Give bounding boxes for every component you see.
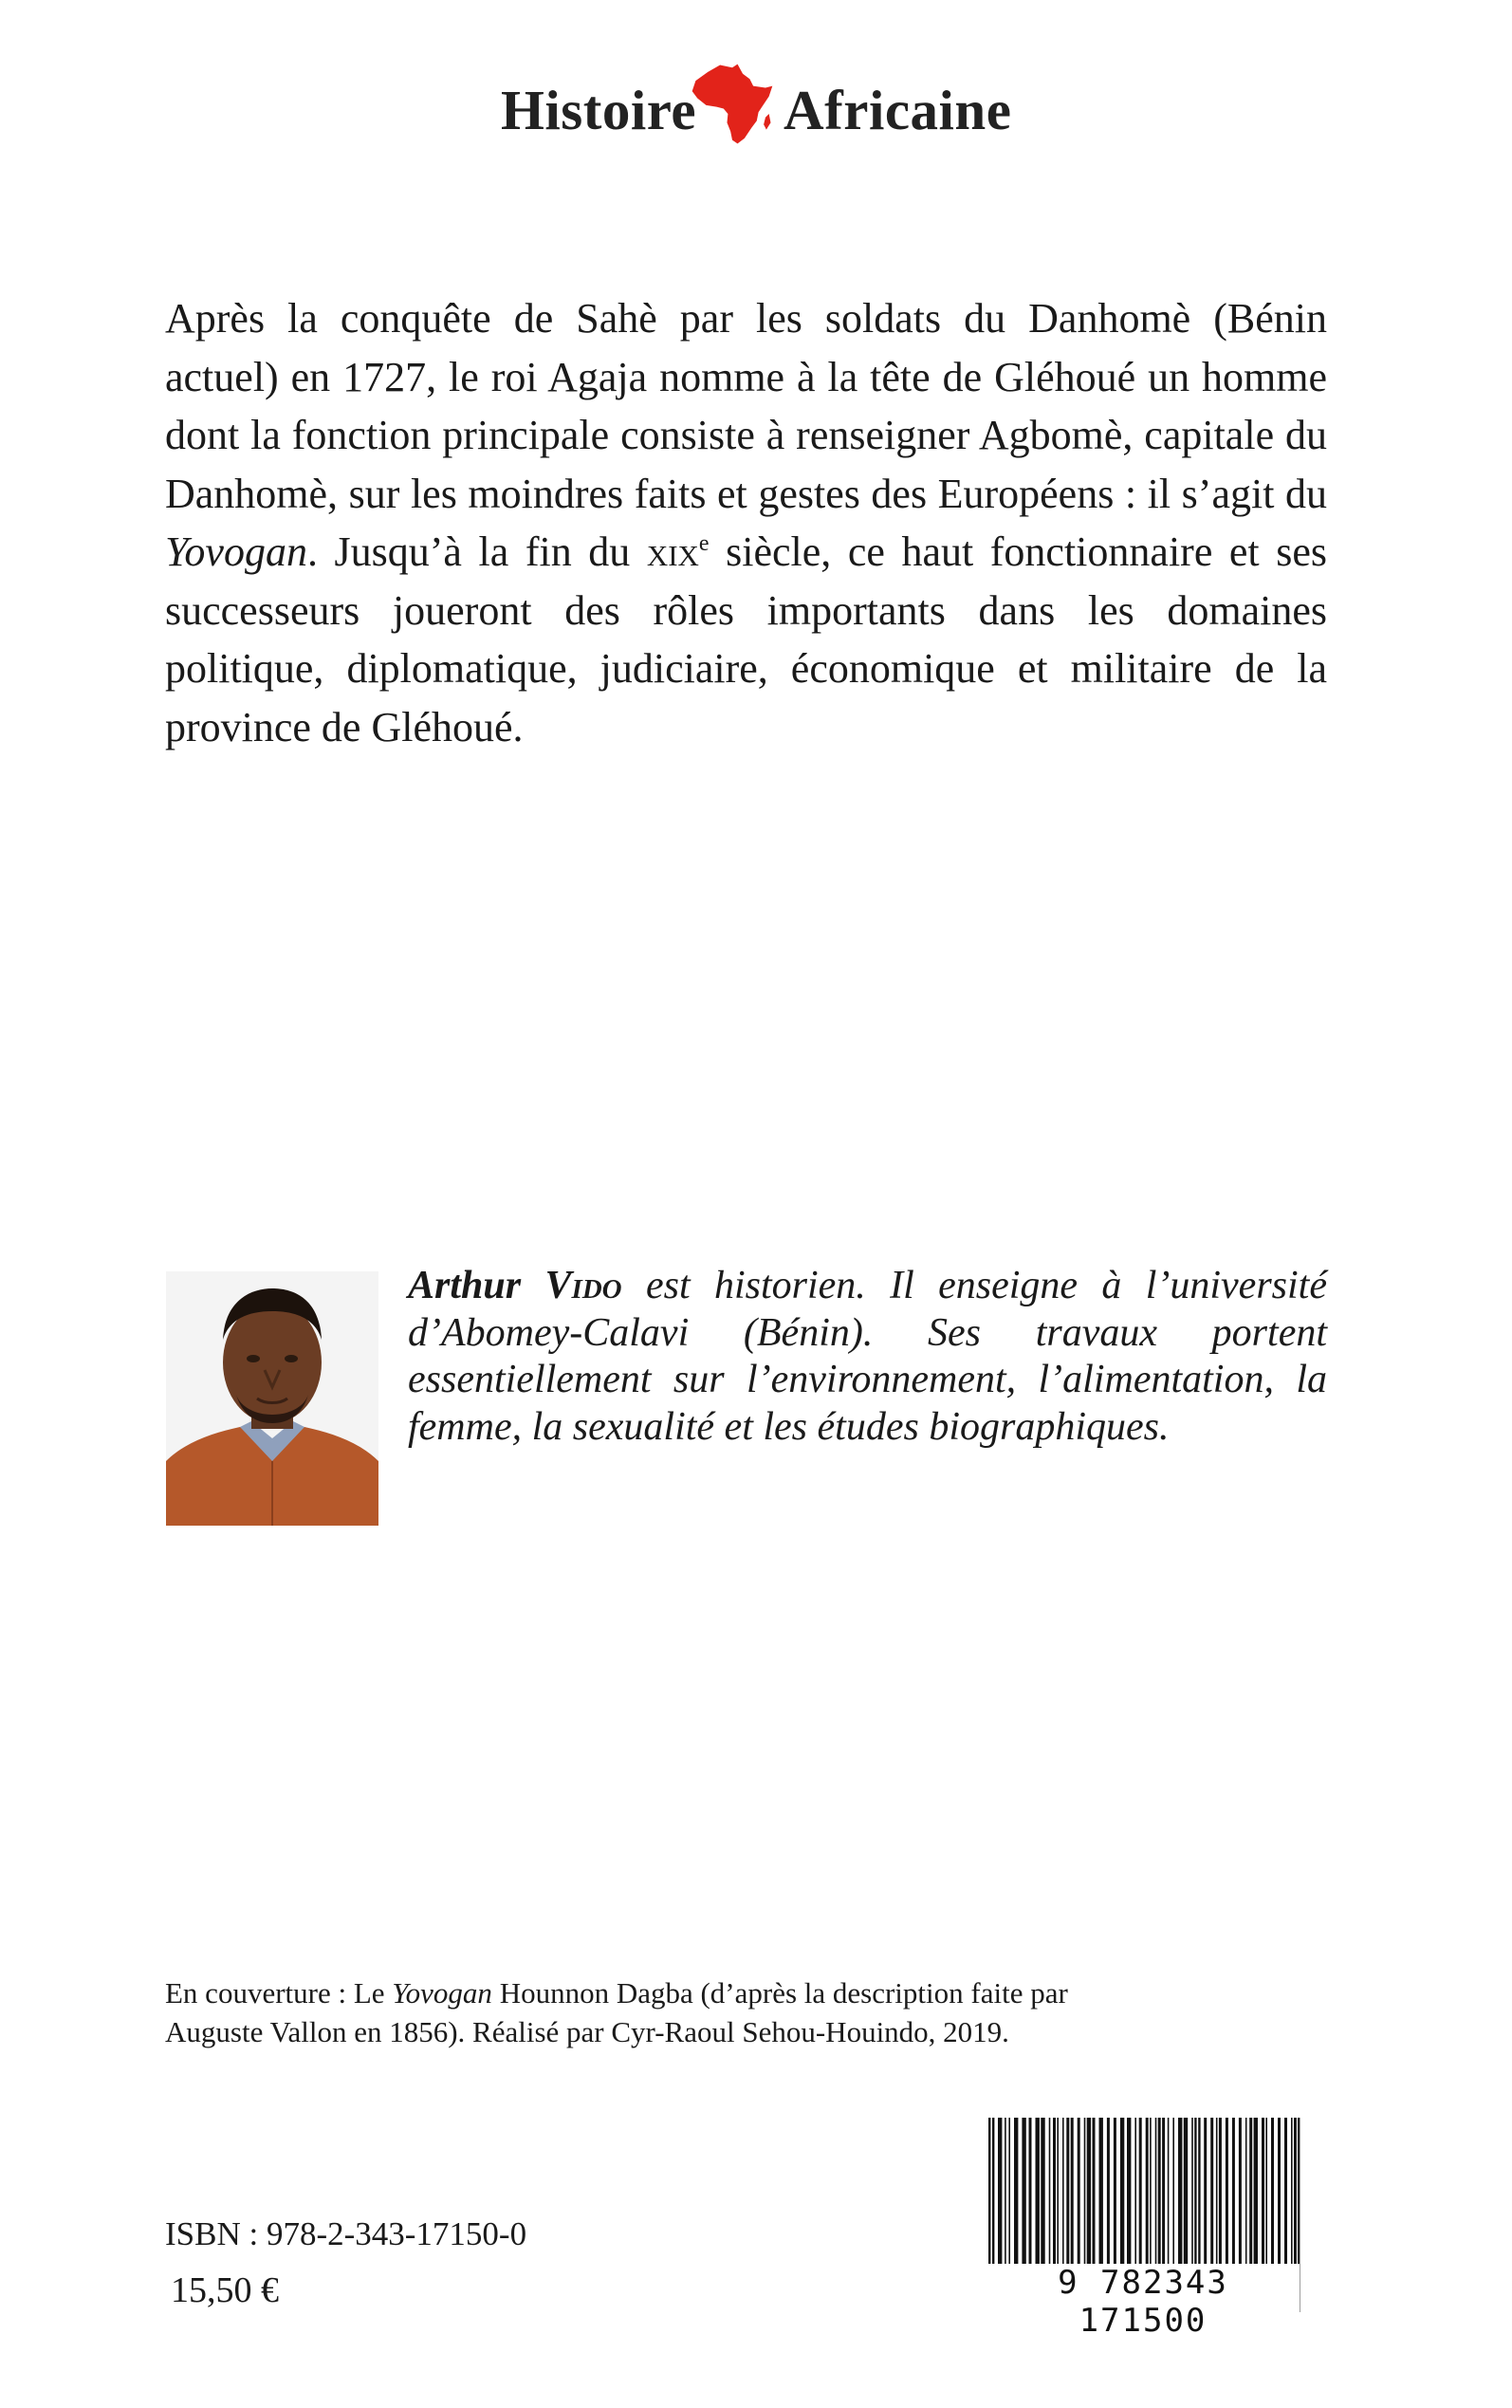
barcode-number: 9 782343 171500 <box>986 2264 1300 2340</box>
back-cover-summary <box>165 289 1327 756</box>
author-first-name: Arthur <box>408 1264 522 1307</box>
summary-text-1: Après la conquête de Sahè par les soldats du Danhomè (Bénin actuel) en 1727, le roi Agaja nomme à la tête de Gléhoué un homme dont la fonction principale consiste à renseigner Agbomè, capitale du Danhomè, sur les moindres faits et gestes des Européens : il s’agit du <box>165 295 1327 517</box>
author-photo <box>166 1271 378 1526</box>
summary-text-3: siècle, ce haut fonctionnaire et ses successeurs joueront des rôles importants dans les domaines politique, diplomatique, judiciaire, économique et militaire de la province de Gléhoué. <box>165 528 1327 750</box>
author-surname: Vido <box>544 1264 622 1307</box>
summary-century: xix <box>646 528 699 575</box>
cover-credits <box>165 1973 1114 2051</box>
series-title-left: Histoire <box>501 79 697 141</box>
credits-term: Yovogan <box>392 1976 492 2010</box>
summary-text-2: . Jusqu’à la fin du <box>306 528 647 575</box>
series-header <box>0 55 1512 159</box>
africa-map-icon <box>689 59 776 148</box>
price: 15,50 € <box>171 2270 279 2310</box>
credits-prefix: En couverture : Le <box>165 1976 393 2010</box>
summary-century-sup: e <box>698 531 710 556</box>
credits-rest: Hounnon Dagba (d’après la description faite par Auguste Vallon en 1856). Réalisé par Cyr-Raoul Sehou-Houindo, 2019. <box>165 1976 1068 2048</box>
author-bio-text: est historien. Il enseigne à l’université d’Abomey-Calavi (Bénin). Ses travaux portent essentiellement sur l’environnement, l’alimentation, la femme, la sexualité et les études biographiques. <box>408 1264 1327 1449</box>
summary-term-yovogan: Yovogan <box>165 528 307 575</box>
series-title-right: Africaine <box>784 79 1012 141</box>
isbn: ISBN : 978-2-343-17150-0 <box>165 2215 527 2252</box>
author-bio <box>408 1263 1327 1451</box>
